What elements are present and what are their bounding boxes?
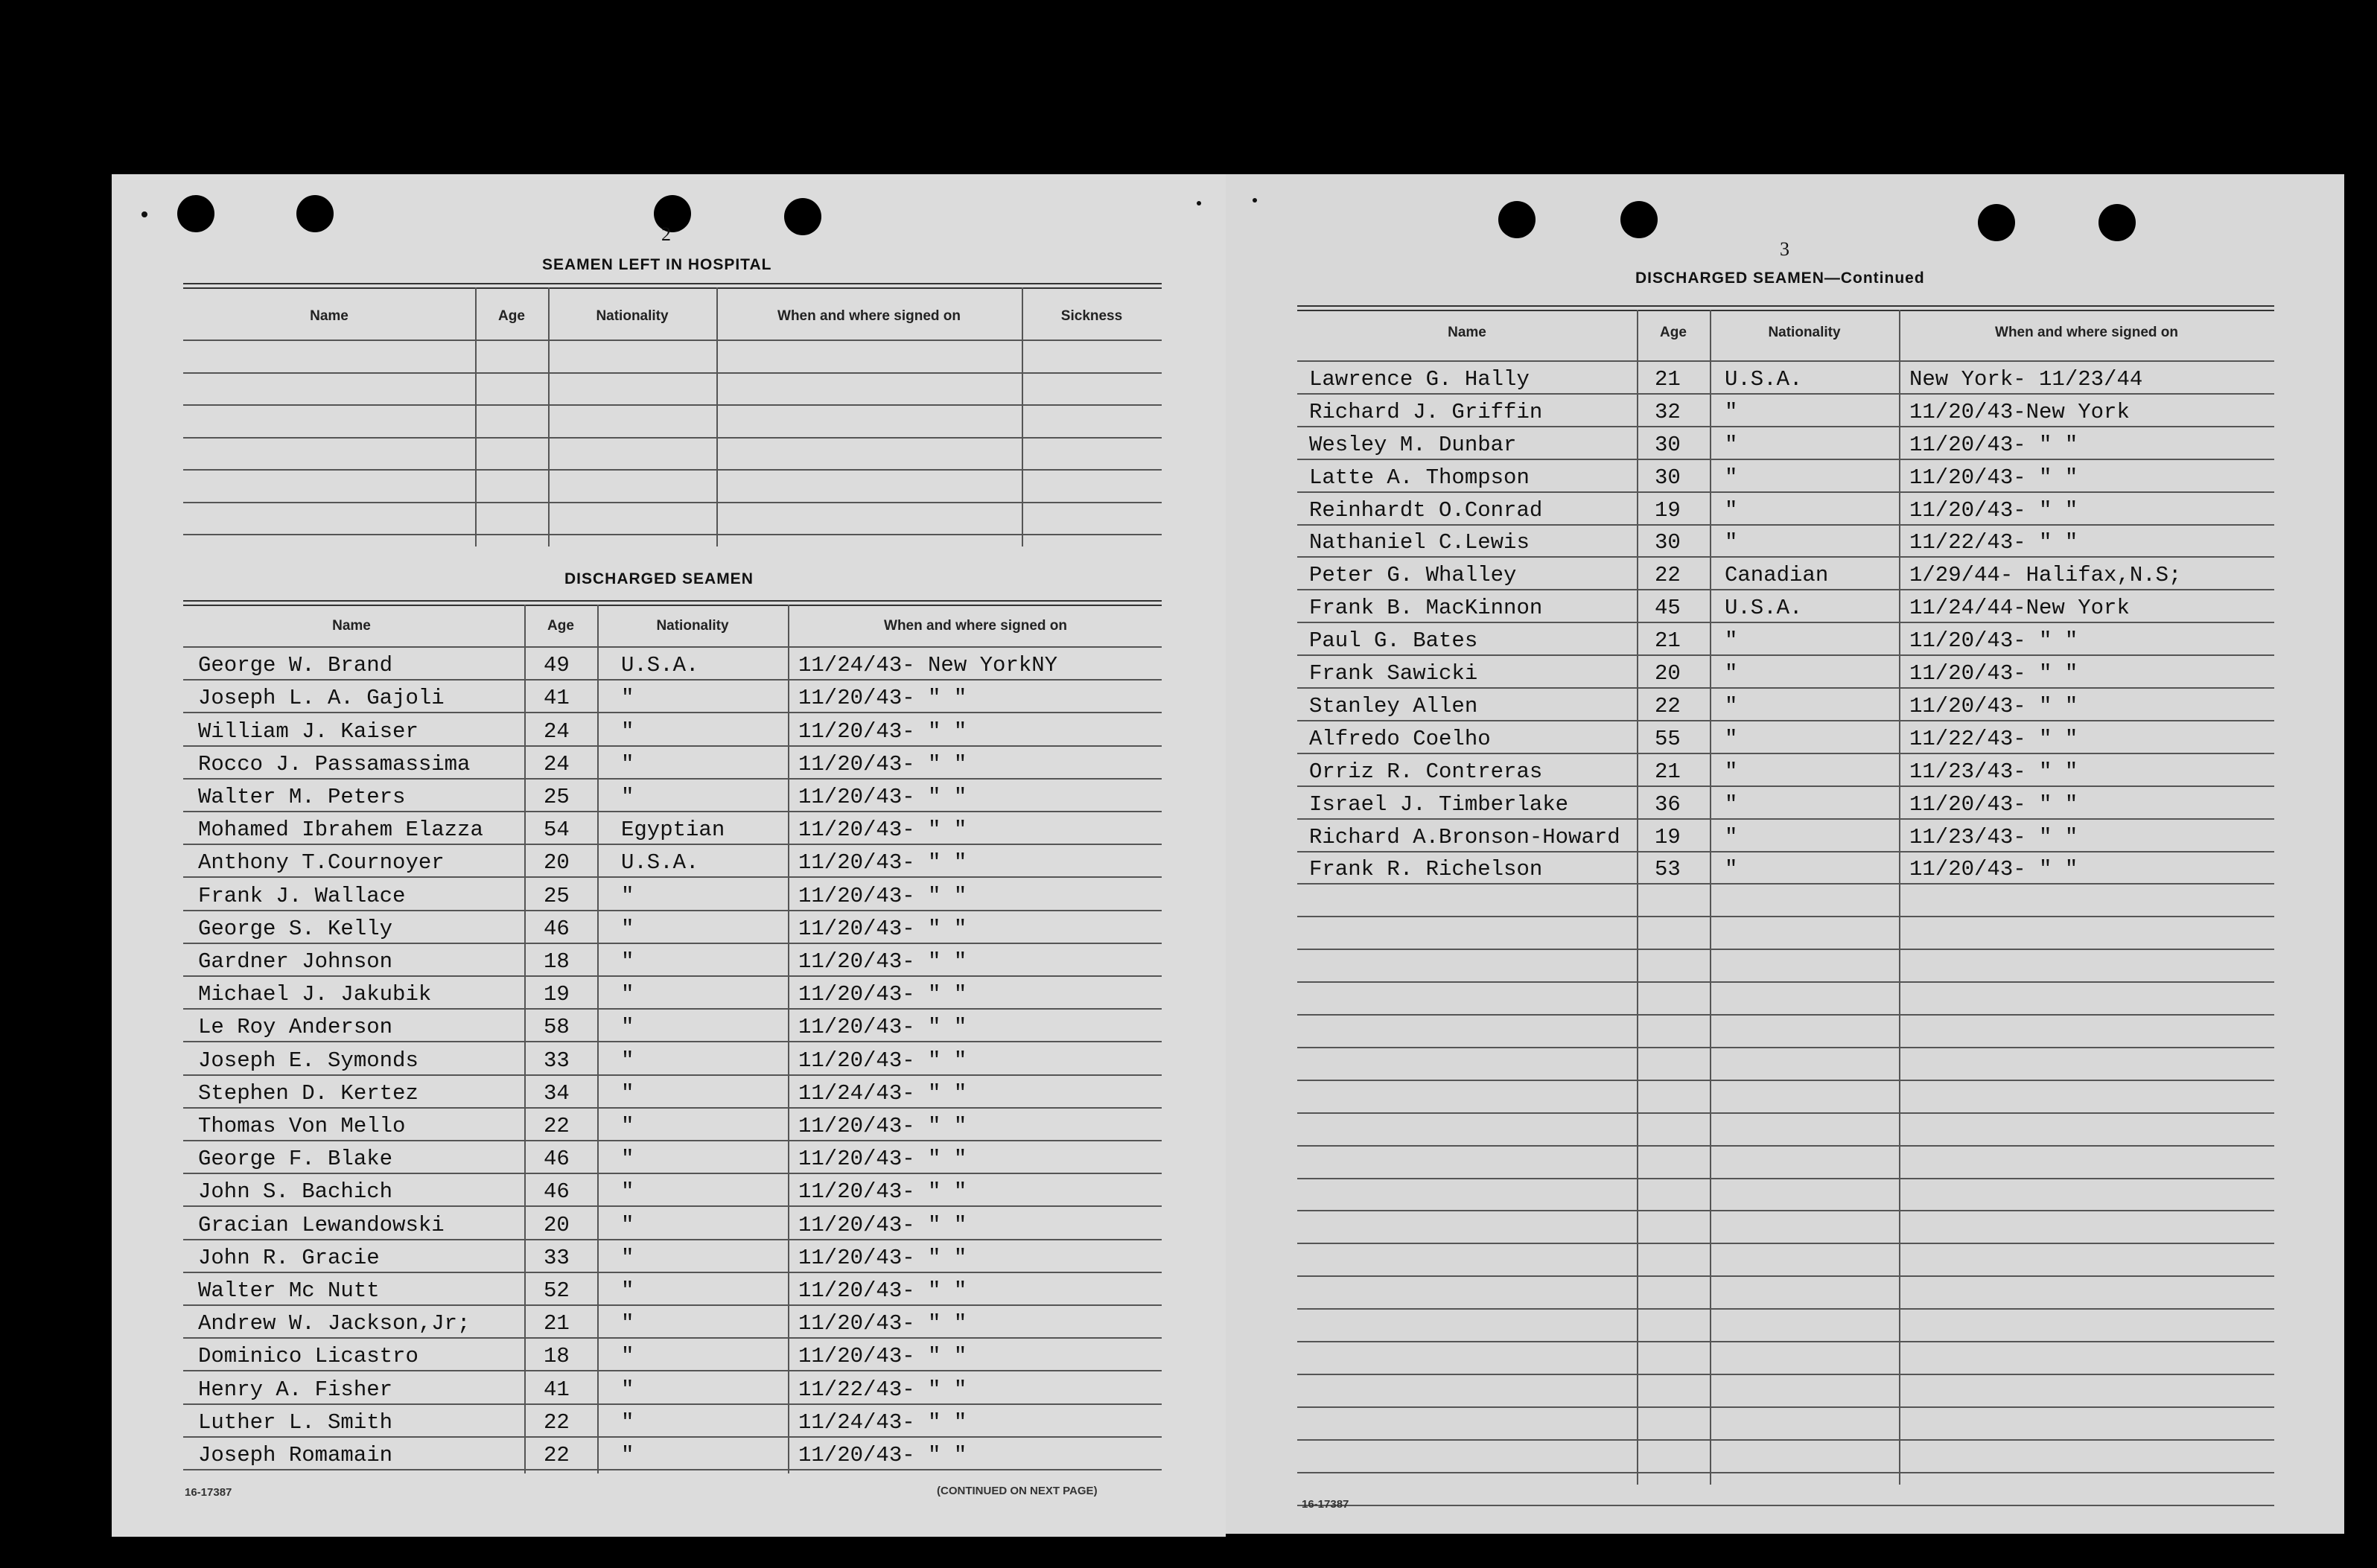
seaman-age: 32 <box>1655 399 1681 424</box>
seaman-name: Walter M. Peters <box>198 785 406 809</box>
signed-on: 11/20/43- " " <box>798 751 967 777</box>
row-line <box>1297 1243 2274 1244</box>
seaman-nationality: " <box>1725 726 1738 751</box>
signed-on: 11/20/43- " " <box>798 1114 967 1138</box>
seaman-age: 55 <box>1655 726 1681 751</box>
row-line <box>1297 687 2274 689</box>
signed-on: 11/22/43- " " <box>798 1377 967 1402</box>
row-line <box>183 1140 1162 1141</box>
seaman-nationality: " <box>621 1311 634 1336</box>
speck <box>141 211 147 217</box>
punch-hole <box>654 195 691 232</box>
seaman-nationality: " <box>1725 399 1738 424</box>
seaman-age: 19 <box>1655 497 1681 523</box>
left-page <box>112 174 1226 1537</box>
signed-on: 11/20/43- " " <box>798 916 967 941</box>
discharged-title: DISCHARGED SEAMEN <box>564 570 754 587</box>
seaman-nationality: " <box>621 1179 634 1205</box>
seaman-name: Frank J. Wallace <box>198 883 406 908</box>
seaman-name: Richard J. Griffin <box>1309 399 1543 424</box>
seaman-age: 19 <box>544 982 570 1007</box>
seaman-name: Michael J. Jakubik <box>198 982 432 1007</box>
row-line <box>1297 785 2274 787</box>
seaman-name: Paul G. Bates <box>1309 628 1478 654</box>
row-line <box>183 469 1162 471</box>
seaman-name: Frank B. MacKinnon <box>1309 596 1543 621</box>
seaman-age: 41 <box>544 1377 570 1402</box>
seaman-age: 21 <box>1655 366 1681 392</box>
seaman-nationality: " <box>1725 824 1738 850</box>
signed-on: 11/20/43- " " <box>798 982 967 1007</box>
punch-hole <box>784 198 821 235</box>
seaman-nationality: " <box>621 916 634 941</box>
seaman-age: 21 <box>1655 628 1681 654</box>
row-line <box>1297 1210 2274 1211</box>
seaman-age: 24 <box>544 718 570 744</box>
row-line <box>183 1008 1162 1010</box>
signed-on: 11/20/43- " " <box>798 1311 967 1336</box>
seaman-nationality: " <box>621 1147 634 1172</box>
row-line <box>1297 981 2274 983</box>
row-line <box>1297 393 2274 395</box>
seaman-nationality: " <box>1725 759 1738 784</box>
row-line <box>183 975 1162 977</box>
signed-on: 11/23/43- " " <box>1909 759 2078 784</box>
header-divider <box>183 340 1162 341</box>
page-number: 3 <box>1780 238 1789 260</box>
row-line <box>1297 1505 2274 1506</box>
seaman-age: 18 <box>544 1344 570 1369</box>
seaman-age: 20 <box>544 1212 570 1237</box>
signed-on: 11/20/43- " " <box>1909 628 2078 654</box>
seaman-age: 46 <box>544 1147 570 1172</box>
row-line <box>1297 1341 2274 1342</box>
seaman-age: 30 <box>1655 432 1681 457</box>
column-divider <box>475 287 477 546</box>
seaman-age: 22 <box>544 1114 570 1138</box>
seaman-age: 54 <box>544 818 570 843</box>
row-line <box>183 1469 1162 1470</box>
form-number: 16-17387 <box>1302 1498 1349 1511</box>
signed-on: 11/20/43-New York <box>1909 399 2130 424</box>
row-line <box>183 811 1162 812</box>
seaman-nationality: Canadian <box>1725 563 1829 588</box>
table-top-rule <box>183 283 1162 289</box>
row-line <box>183 1272 1162 1273</box>
row-line <box>183 372 1162 374</box>
seaman-name: Henry A. Fisher <box>198 1377 393 1402</box>
seaman-nationality: " <box>621 1080 634 1106</box>
column-header: Age <box>1660 325 1687 340</box>
seaman-nationality: " <box>1725 791 1738 817</box>
row-line <box>1297 916 2274 917</box>
seaman-age: 22 <box>544 1409 570 1435</box>
row-line <box>183 1107 1162 1109</box>
row-line <box>183 1173 1162 1174</box>
seaman-age: 22 <box>1655 563 1681 588</box>
seaman-name: Frank R. Richelson <box>1309 857 1543 882</box>
seaman-age: 22 <box>544 1443 570 1467</box>
row-line <box>1297 491 2274 493</box>
seaman-age: 22 <box>1655 693 1681 718</box>
column-divider <box>716 287 718 546</box>
seaman-name: Reinhardt O.Conrad <box>1309 497 1543 523</box>
column-header: Name <box>1448 325 1486 340</box>
seaman-name: Orriz R. Contreras <box>1309 759 1543 784</box>
seaman-name: Stephen D. Kertez <box>198 1080 419 1106</box>
row-line <box>1297 426 2274 427</box>
signed-on: 11/20/43- " " <box>798 818 967 843</box>
seaman-nationality: " <box>1725 628 1738 654</box>
row-line <box>1297 1472 2274 1473</box>
seaman-nationality: " <box>1725 857 1738 882</box>
signed-on: 11/20/43- " " <box>798 1147 967 1172</box>
row-line <box>183 1436 1162 1438</box>
seaman-name: Andrew W. Jackson,Jr; <box>198 1311 471 1336</box>
signed-on: 11/24/43- " " <box>798 1080 967 1106</box>
row-line <box>183 1239 1162 1240</box>
row-line <box>183 437 1162 439</box>
seaman-name: Anthony T.Cournoyer <box>198 850 445 876</box>
header-divider <box>183 646 1162 648</box>
signed-on: 11/20/43- " " <box>798 718 967 744</box>
seaman-name: Gardner Johnson <box>198 949 393 974</box>
seaman-age: 24 <box>544 751 570 777</box>
column-header: Age <box>547 618 574 634</box>
continued-note: (CONTINUED ON NEXT PAGE) <box>937 1485 1098 1497</box>
row-line <box>1297 818 2274 820</box>
row-line <box>1297 589 2274 590</box>
header-divider <box>1297 360 2274 362</box>
signed-on: 11/20/43- " " <box>798 949 967 974</box>
continued-title: DISCHARGED SEAMEN—Continued <box>1635 270 1925 287</box>
seaman-nationality: " <box>621 1114 634 1138</box>
seaman-age: 21 <box>544 1311 570 1336</box>
seaman-name: Wesley M. Dunbar <box>1309 432 1517 457</box>
seaman-name: George W. Brand <box>198 653 393 678</box>
seaman-name: Joseph Romamain <box>198 1443 393 1467</box>
seaman-name: Le Roy Anderson <box>198 1015 393 1040</box>
row-line <box>1297 622 2274 623</box>
row-line <box>183 1370 1162 1371</box>
seaman-nationality: " <box>621 785 634 809</box>
seaman-nationality: " <box>621 1048 634 1073</box>
seaman-name: Walter Mc Nutt <box>198 1278 380 1303</box>
signed-on: 11/24/44-New York <box>1909 596 2130 621</box>
row-line <box>1297 1178 2274 1179</box>
row-line <box>1297 524 2274 526</box>
column-header: Age <box>498 308 525 324</box>
table-top-rule <box>1297 305 2274 311</box>
seaman-name: Alfredo Coelho <box>1309 726 1491 751</box>
seaman-age: 53 <box>1655 857 1681 882</box>
seaman-name: Richard A.Bronson-Howard <box>1309 824 1620 850</box>
row-line <box>1297 459 2274 460</box>
column-header: Name <box>310 308 349 324</box>
row-line <box>183 943 1162 944</box>
seaman-nationality: " <box>1725 432 1738 457</box>
seaman-name: John S. Bachich <box>198 1179 393 1205</box>
signed-on: 11/20/43- " " <box>1909 693 2078 718</box>
seaman-nationality: " <box>621 1212 634 1237</box>
seaman-nationality: " <box>621 1015 634 1040</box>
seaman-age: 30 <box>1655 465 1681 490</box>
signed-on: 11/23/43- " " <box>1909 824 2078 850</box>
signed-on: 11/20/43- " " <box>798 850 967 876</box>
seaman-age: 46 <box>544 916 570 941</box>
table-top-rule <box>183 600 1162 606</box>
row-line <box>1297 1275 2274 1277</box>
seaman-age: 25 <box>544 883 570 908</box>
seaman-name: George F. Blake <box>198 1147 393 1172</box>
row-line <box>183 1205 1162 1207</box>
seaman-nationality: " <box>1725 693 1738 718</box>
row-line <box>183 1304 1162 1306</box>
row-line <box>1297 1439 2274 1441</box>
seaman-name: Joseph L. A. Gajoli <box>198 686 445 711</box>
seaman-nationality: " <box>621 1443 634 1467</box>
row-line <box>183 679 1162 681</box>
seaman-age: 18 <box>544 949 570 974</box>
row-line <box>1297 1145 2274 1147</box>
row-line <box>1297 851 2274 852</box>
signed-on: 11/20/43- " " <box>1909 497 2078 523</box>
seaman-name: Lawrence G. Hally <box>1309 366 1530 392</box>
punch-hole <box>296 195 334 232</box>
column-header: When and where signed on <box>1995 325 2178 340</box>
signed-on: 11/22/43- " " <box>1909 726 2078 751</box>
row-line <box>1297 1047 2274 1048</box>
row-line <box>1297 556 2274 558</box>
seaman-age: 49 <box>544 653 570 678</box>
seaman-name: Peter G. Whalley <box>1309 563 1517 588</box>
row-line <box>183 712 1162 713</box>
seaman-nationality: " <box>1725 497 1738 523</box>
signed-on: 11/20/43- " " <box>798 1278 967 1303</box>
column-header: Nationality <box>596 308 669 324</box>
seaman-nationality: U.S.A. <box>621 850 699 876</box>
row-line <box>183 844 1162 845</box>
signed-on: 11/20/43- " " <box>798 686 967 711</box>
column-divider <box>524 605 526 1473</box>
row-line <box>1297 753 2274 754</box>
row-line <box>183 404 1162 406</box>
seaman-nationality: " <box>621 982 634 1007</box>
seaman-nationality: " <box>621 1245 634 1270</box>
row-line <box>183 910 1162 911</box>
hospital-title: SEAMEN LEFT IN HOSPITAL <box>542 256 772 273</box>
column-divider <box>1022 287 1023 546</box>
row-line <box>183 502 1162 503</box>
punch-hole <box>1498 201 1536 238</box>
signed-on: 11/20/43- " " <box>798 785 967 809</box>
seaman-name: Dominico Licastro <box>198 1344 419 1369</box>
seaman-name: Stanley Allen <box>1309 693 1478 718</box>
seaman-name: Rocco J. Passamassima <box>198 751 471 777</box>
seaman-name: Thomas Von Mello <box>198 1114 406 1138</box>
signed-on: 11/20/43- " " <box>1909 857 2078 882</box>
seaman-age: 25 <box>544 785 570 809</box>
seaman-name: George S. Kelly <box>198 916 393 941</box>
seaman-nationality: " <box>621 1377 634 1402</box>
seaman-nationality: " <box>621 718 634 744</box>
speck <box>1253 198 1257 203</box>
signed-on: 11/20/43- " " <box>1909 465 2078 490</box>
row-line <box>183 1337 1162 1339</box>
seaman-nationality: U.S.A. <box>621 653 699 678</box>
speck <box>1197 201 1201 205</box>
seaman-age: 45 <box>1655 596 1681 621</box>
column-divider <box>548 287 550 546</box>
seaman-age: 52 <box>544 1278 570 1303</box>
seaman-name: Israel J. Timberlake <box>1309 791 1569 817</box>
signed-on: 11/24/43- New YorkNY <box>798 653 1058 678</box>
row-line <box>1297 1014 2274 1016</box>
seaman-nationality: " <box>621 949 634 974</box>
signed-on: New York- 11/23/44 <box>1909 366 2143 392</box>
seaman-age: 30 <box>1655 530 1681 555</box>
row-line <box>1297 1374 2274 1375</box>
row-line <box>183 745 1162 747</box>
signed-on: 11/20/43- " " <box>798 1179 967 1205</box>
seaman-age: 36 <box>1655 791 1681 817</box>
column-header: Nationality <box>1768 325 1841 340</box>
seaman-nationality: " <box>621 686 634 711</box>
column-header: Name <box>332 618 371 634</box>
seaman-name: Luther L. Smith <box>198 1409 393 1435</box>
seaman-name: Latte A. Thompson <box>1309 465 1530 490</box>
punch-hole <box>1978 204 2015 241</box>
seaman-name: Mohamed Ibrahem Elazza <box>198 818 483 843</box>
signed-on: 11/20/43- " " <box>798 1048 967 1073</box>
row-line <box>183 534 1162 535</box>
punch-hole <box>2098 204 2136 241</box>
row-line <box>1297 1080 2274 1081</box>
signed-on: 11/20/43- " " <box>798 1443 967 1467</box>
seaman-age: 33 <box>544 1245 570 1270</box>
seaman-age: 20 <box>1655 661 1681 686</box>
punch-hole <box>177 195 214 232</box>
row-line <box>1297 883 2274 885</box>
seaman-name: William J. Kaiser <box>198 718 419 744</box>
seaman-name: Gracian Lewandowski <box>198 1212 445 1237</box>
seaman-nationality: " <box>1725 465 1738 490</box>
row-line <box>1297 1308 2274 1310</box>
column-divider <box>597 605 599 1473</box>
signed-on: 11/20/43- " " <box>798 1245 967 1270</box>
seaman-nationality: " <box>1725 530 1738 555</box>
signed-on: 11/20/43- " " <box>1909 791 2078 817</box>
column-header: Sickness <box>1060 308 1123 324</box>
signed-on: 11/20/43- " " <box>798 1344 967 1369</box>
seaman-age: 20 <box>544 850 570 876</box>
seaman-nationality: " <box>621 1278 634 1303</box>
signed-on: 11/20/43- " " <box>798 1015 967 1040</box>
signed-on: 11/20/43- " " <box>798 883 967 908</box>
row-line <box>1297 949 2274 950</box>
seaman-age: 58 <box>544 1015 570 1040</box>
signed-on: 11/20/43- " " <box>1909 661 2078 686</box>
seaman-age: 34 <box>544 1080 570 1106</box>
form-number: 16-17387 <box>185 1486 232 1499</box>
signed-on: 11/20/43- " " <box>1909 432 2078 457</box>
seaman-nationality: " <box>621 1409 634 1435</box>
page-number: 2 <box>661 223 671 245</box>
seaman-nationality: " <box>621 1344 634 1369</box>
row-line <box>1297 1112 2274 1114</box>
column-header: When and where signed on <box>777 308 961 324</box>
row-line <box>183 1074 1162 1076</box>
signed-on: 11/20/43- " " <box>798 1212 967 1237</box>
column-header: Nationality <box>656 618 729 634</box>
seaman-age: 19 <box>1655 824 1681 850</box>
column-divider <box>788 605 789 1473</box>
row-line <box>183 876 1162 878</box>
seaman-nationality: U.S.A. <box>1725 366 1803 392</box>
seaman-nationality: U.S.A. <box>1725 596 1803 621</box>
signed-on: 11/24/43- " " <box>798 1409 967 1435</box>
seaman-name: Joseph E. Symonds <box>198 1048 419 1073</box>
signed-on: 1/29/44- Halifax,N.S; <box>1909 563 2182 588</box>
row-line <box>183 1041 1162 1042</box>
column-header: When and where signed on <box>884 618 1067 634</box>
seaman-nationality: " <box>1725 661 1738 686</box>
row-line <box>183 1403 1162 1405</box>
row-line <box>183 778 1162 780</box>
seaman-age: 21 <box>1655 759 1681 784</box>
seaman-age: 33 <box>544 1048 570 1073</box>
row-line <box>1297 720 2274 721</box>
seaman-name: John R. Gracie <box>198 1245 380 1270</box>
seaman-nationality: Egyptian <box>621 818 725 843</box>
seaman-nationality: " <box>621 883 634 908</box>
seaman-age: 46 <box>544 1179 570 1205</box>
seaman-nationality: " <box>621 751 634 777</box>
signed-on: 11/22/43- " " <box>1909 530 2078 555</box>
row-line <box>1297 654 2274 656</box>
seaman-name: Nathaniel C.Lewis <box>1309 530 1530 555</box>
punch-hole <box>1620 201 1658 238</box>
seaman-name: Frank Sawicki <box>1309 661 1478 686</box>
right-page <box>1226 174 2344 1534</box>
row-line <box>1297 1406 2274 1408</box>
seaman-age: 41 <box>544 686 570 711</box>
